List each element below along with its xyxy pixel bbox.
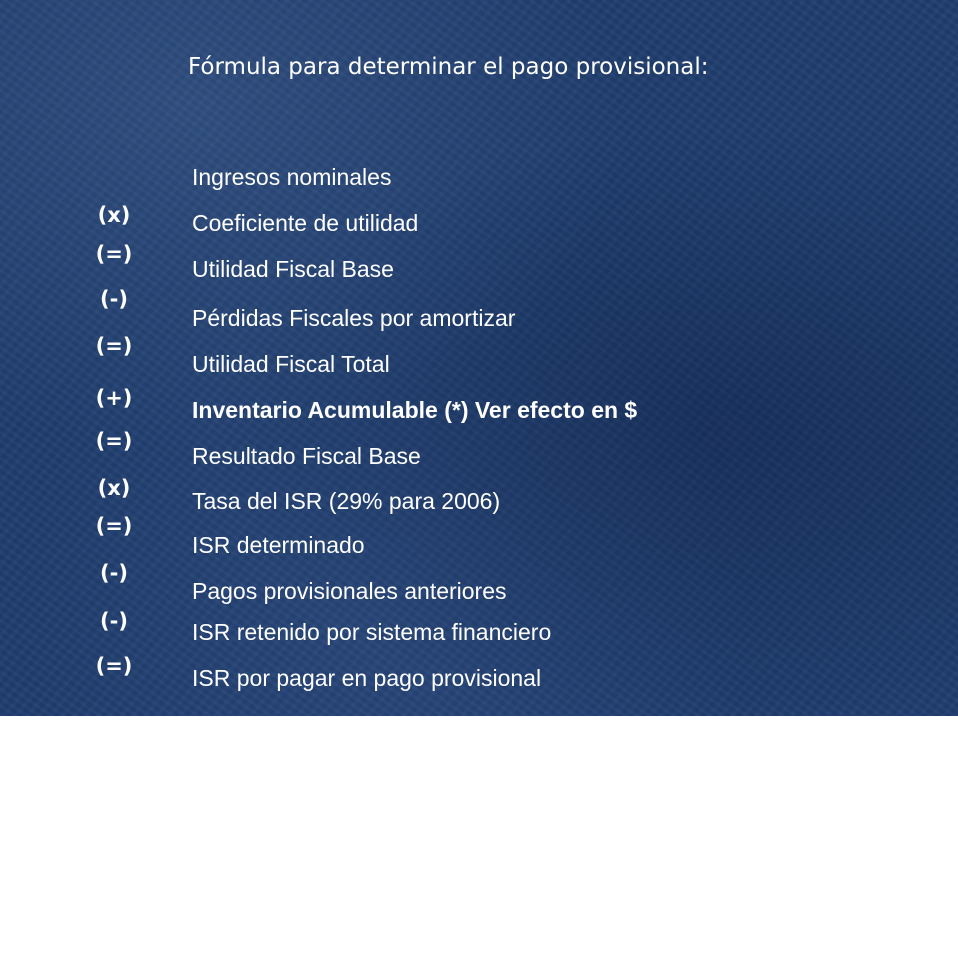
operator-minus: (-) xyxy=(100,287,128,311)
operator-equals: (=) xyxy=(95,429,133,453)
formula-item: ISR retenido por sistema financiero xyxy=(192,619,552,645)
formula-item: ISR por pagar en pago provisional xyxy=(192,665,542,691)
operator-equals: (=) xyxy=(95,654,133,678)
operator-equals: (=) xyxy=(95,334,133,358)
operator-equals: (=) xyxy=(95,242,133,266)
formula-item: Tasa del ISR (29% para 2006) xyxy=(192,488,501,514)
formula-item: Pérdidas Fiscales por amortizar xyxy=(192,305,516,331)
formula-item: Coeficiente de utilidad xyxy=(192,210,419,236)
formula-item: Pagos provisionales anteriores xyxy=(192,578,507,604)
formula-item: Utilidad Fiscal Base xyxy=(192,256,394,282)
operator-minus: (-) xyxy=(100,561,128,585)
formula-item: Resultado Fiscal Base xyxy=(192,443,421,469)
operator-multiply: (x) xyxy=(97,476,131,500)
slide-title: Fórmula para determinar el pago provisional: xyxy=(188,54,709,80)
operator-multiply: (x) xyxy=(97,203,131,227)
formula-item-highlight: Inventario Acumulable (*) Ver efecto en $ xyxy=(192,397,638,423)
formula-item: Utilidad Fiscal Total xyxy=(192,351,390,377)
formula-item: Ingresos nominales xyxy=(192,164,392,190)
operator-minus: (-) xyxy=(100,609,128,633)
formula-item: ISR determinado xyxy=(192,532,365,558)
operator-equals: (=) xyxy=(95,514,133,538)
operator-plus: (+) xyxy=(95,386,133,410)
